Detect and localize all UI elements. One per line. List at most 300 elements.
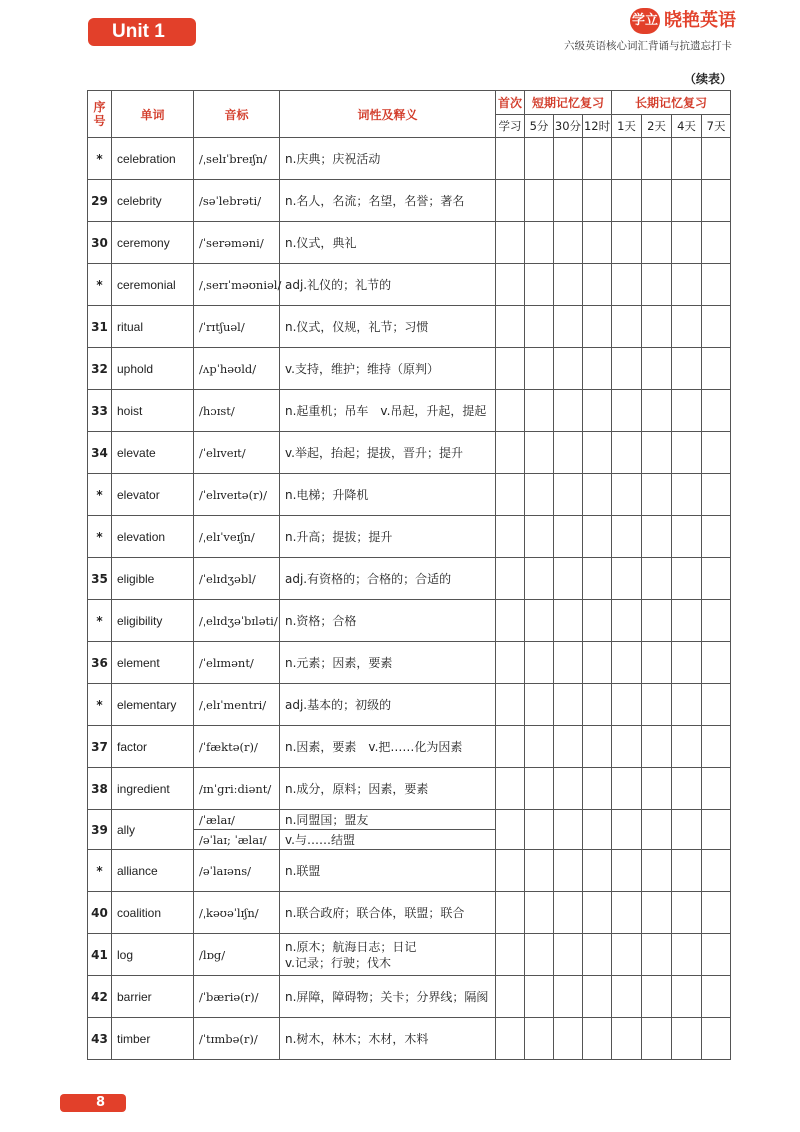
row-meaning: [280, 474, 496, 516]
review-checkbox-cell[interactable]: [642, 306, 672, 348]
row-number: *: [88, 600, 112, 642]
review-checkbox-cell[interactable]: [496, 726, 525, 768]
table-row: [88, 726, 731, 768]
review-checkbox-cell[interactable]: [642, 726, 672, 768]
review-checkbox-cell[interactable]: [612, 558, 642, 600]
review-checkbox-cell[interactable]: [612, 474, 642, 516]
row-meaning-line: v.记录；行驶；伐木: [285, 955, 391, 970]
review-checkbox-cell[interactable]: [672, 432, 702, 474]
review-checkbox-cell[interactable]: [496, 180, 525, 222]
row-phonetic: /lɒg/: [194, 934, 280, 976]
table-row: [88, 600, 731, 642]
table-row: [88, 1018, 731, 1060]
review-checkbox-cell[interactable]: [612, 348, 642, 390]
review-checkbox-cell[interactable]: [672, 138, 702, 180]
review-checkbox-cell[interactable]: [554, 558, 583, 600]
review-checkbox-cell[interactable]: [702, 850, 731, 892]
row-word: uphold: [112, 348, 194, 390]
review-checkbox-cell[interactable]: [672, 264, 702, 306]
row-meaning: [280, 264, 496, 306]
row-number: 32: [88, 348, 112, 390]
review-checkbox-cell[interactable]: [612, 976, 642, 1018]
brand-subtitle: 六级英语核心词汇背诵与抗遗忘打卡: [564, 40, 732, 52]
review-checkbox-cell[interactable]: [554, 726, 583, 768]
row-word: log: [112, 934, 194, 976]
review-checkbox-cell[interactable]: [496, 684, 525, 726]
review-checkbox-cell[interactable]: [554, 222, 583, 264]
header-short-5min: 5分: [525, 114, 554, 138]
row-number: *: [88, 264, 112, 306]
row-word: coalition: [112, 892, 194, 934]
header-seq: 序号: [88, 91, 112, 138]
review-checkbox-cell[interactable]: [583, 810, 612, 850]
review-checkbox-cell[interactable]: [496, 474, 525, 516]
row-number: *: [88, 516, 112, 558]
review-checkbox-cell[interactable]: [672, 348, 702, 390]
review-checkbox-cell[interactable]: [612, 726, 642, 768]
review-checkbox-cell[interactable]: [583, 768, 612, 810]
review-checkbox-cell[interactable]: [642, 976, 672, 1018]
review-checkbox-cell[interactable]: [672, 684, 702, 726]
review-checkbox-cell[interactable]: [554, 684, 583, 726]
review-checkbox-cell[interactable]: [525, 684, 554, 726]
review-checkbox-cell[interactable]: [525, 976, 554, 1018]
review-checkbox-cell[interactable]: [554, 810, 583, 850]
review-checkbox-cell[interactable]: [525, 892, 554, 934]
row-phonetic: /səˈlebrəti/: [194, 180, 280, 222]
row-meaning-line: n.名人，名流；名望，名誉；著名: [285, 193, 465, 208]
review-checkbox-cell[interactable]: [525, 264, 554, 306]
row-phonetic: /ˈtɪmbə(r)/: [194, 1018, 280, 1060]
review-checkbox-cell[interactable]: [583, 474, 612, 516]
header-short-12h: 12时: [583, 114, 612, 138]
review-checkbox-cell[interactable]: [583, 684, 612, 726]
review-checkbox-cell[interactable]: [642, 348, 672, 390]
row-meaning-line: n.资格；合格: [285, 613, 357, 628]
row-meaning-line: n.联合政府；联合体，联盟；联合: [285, 905, 465, 920]
review-checkbox-cell[interactable]: [525, 850, 554, 892]
review-checkbox-cell[interactable]: [554, 348, 583, 390]
row-meaning-line: n.联盟: [285, 863, 321, 878]
row-meaning: [280, 1018, 496, 1060]
row-word: eligibility: [112, 600, 194, 642]
row-word: timber: [112, 1018, 194, 1060]
review-checkbox-cell[interactable]: [525, 348, 554, 390]
table-row: [88, 180, 731, 222]
review-checkbox-cell[interactable]: [525, 1018, 554, 1060]
review-checkbox-cell[interactable]: [702, 726, 731, 768]
review-checkbox-cell[interactable]: [642, 432, 672, 474]
header-long-term: 长期记忆复习: [612, 91, 731, 115]
row-meaning-line: v.举起，抬起；提拔，晋升；提升: [285, 445, 463, 460]
review-checkbox-cell[interactable]: [583, 726, 612, 768]
review-checkbox-cell[interactable]: [583, 516, 612, 558]
review-checkbox-cell[interactable]: [583, 264, 612, 306]
review-checkbox-cell[interactable]: [672, 1018, 702, 1060]
table-row: [88, 264, 731, 306]
row-phonetic: /ˈelɪveɪt/: [194, 432, 280, 474]
review-checkbox-cell[interactable]: [525, 432, 554, 474]
review-checkbox-cell[interactable]: [702, 180, 731, 222]
review-checkbox-cell[interactable]: [702, 306, 731, 348]
review-checkbox-cell[interactable]: [554, 934, 583, 976]
review-checkbox-cell[interactable]: [642, 516, 672, 558]
review-checkbox-cell[interactable]: [672, 600, 702, 642]
review-checkbox-cell[interactable]: [583, 1018, 612, 1060]
review-checkbox-cell[interactable]: [612, 138, 642, 180]
review-checkbox-cell[interactable]: [525, 726, 554, 768]
row-meaning: [280, 934, 496, 976]
review-checkbox-cell[interactable]: [702, 1018, 731, 1060]
review-checkbox-cell[interactable]: [642, 600, 672, 642]
row-phonetic: /ˈelɪmənt/: [194, 642, 280, 684]
table-row: [88, 768, 731, 810]
review-checkbox-cell[interactable]: [642, 180, 672, 222]
review-checkbox-cell[interactable]: [496, 390, 525, 432]
header-short-30min: 30分: [554, 114, 583, 138]
review-checkbox-cell[interactable]: [554, 390, 583, 432]
review-checkbox-cell[interactable]: [642, 264, 672, 306]
table-row: [88, 642, 731, 684]
review-checkbox-cell[interactable]: [672, 180, 702, 222]
row-phonetic: /ˈbæriə(r)/: [194, 976, 280, 1018]
row-word: ally: [112, 810, 194, 850]
row-word: barrier: [112, 976, 194, 1018]
review-checkbox-cell[interactable]: [672, 726, 702, 768]
review-checkbox-cell[interactable]: [612, 390, 642, 432]
row-meaning: [280, 892, 496, 934]
review-checkbox-cell[interactable]: [554, 432, 583, 474]
table-row: [88, 684, 731, 726]
review-checkbox-cell[interactable]: [672, 642, 702, 684]
review-checkbox-cell[interactable]: [496, 642, 525, 684]
table-row: [88, 810, 731, 830]
row-phonetic: /ˌelɪdʒəˈbɪləti/: [194, 600, 280, 642]
row-word: hoist: [112, 390, 194, 432]
table-row: [88, 432, 731, 474]
row-phonetic: /ˌelɪˈmentri/: [194, 684, 280, 726]
row-phonetic: /ˌkəʊəˈlɪʃn/: [194, 892, 280, 934]
review-checkbox-cell[interactable]: [702, 222, 731, 264]
review-checkbox-cell[interactable]: [583, 600, 612, 642]
review-checkbox-cell[interactable]: [525, 600, 554, 642]
brand-logo-icon: 学立: [630, 8, 660, 34]
review-checkbox-cell[interactable]: [702, 892, 731, 934]
review-checkbox-cell[interactable]: [496, 306, 525, 348]
review-checkbox-cell[interactable]: [612, 600, 642, 642]
review-checkbox-cell[interactable]: [525, 390, 554, 432]
review-checkbox-cell[interactable]: [583, 934, 612, 976]
row-word: ceremony: [112, 222, 194, 264]
review-checkbox-cell[interactable]: [642, 892, 672, 934]
review-checkbox-cell[interactable]: [525, 180, 554, 222]
row-phonetic: /ˌserɪˈməʊniəl/: [194, 264, 280, 306]
table-row: [88, 892, 731, 934]
review-checkbox-cell[interactable]: [642, 810, 672, 850]
row-meaning-line: n.庆典；庆祝活动: [285, 151, 381, 166]
row-phonetic: /ˈrɪtʃuəl/: [194, 306, 280, 348]
review-checkbox-cell[interactable]: [642, 1018, 672, 1060]
review-checkbox-cell[interactable]: [554, 180, 583, 222]
header-long-2d: 2天: [642, 114, 672, 138]
review-checkbox-cell[interactable]: [554, 138, 583, 180]
row-word: element: [112, 642, 194, 684]
header-meaning: 词性及释义: [280, 91, 496, 138]
row-meaning: [280, 850, 496, 892]
page-number-bar: [60, 1094, 126, 1112]
review-checkbox-cell[interactable]: [642, 850, 672, 892]
row-number: *: [88, 684, 112, 726]
row-number: 35: [88, 558, 112, 600]
review-checkbox-cell[interactable]: [554, 306, 583, 348]
review-checkbox-cell[interactable]: [612, 222, 642, 264]
review-checkbox-cell[interactable]: [583, 642, 612, 684]
row-meaning-line: v.支持，维护；维持（原判）: [285, 361, 439, 376]
row-meaning: [280, 726, 496, 768]
row-meaning: [280, 558, 496, 600]
review-checkbox-cell[interactable]: [612, 892, 642, 934]
review-checkbox-cell[interactable]: [496, 600, 525, 642]
review-checkbox-cell[interactable]: [554, 474, 583, 516]
row-number: 39: [88, 810, 112, 850]
review-checkbox-cell[interactable]: [642, 222, 672, 264]
review-checkbox-cell[interactable]: [612, 432, 642, 474]
review-checkbox-cell[interactable]: [702, 138, 731, 180]
row-meaning-line: n.成分，原料；因素，要素: [285, 781, 429, 796]
header-long-7d: 7天: [702, 114, 731, 138]
review-checkbox-cell[interactable]: [525, 934, 554, 976]
row-meaning: [280, 642, 496, 684]
row-meaning-line: n.仪式，仪规，礼节；习惯: [285, 319, 429, 334]
table-row: [88, 474, 731, 516]
review-checkbox-cell[interactable]: [554, 516, 583, 558]
row-number: 43: [88, 1018, 112, 1060]
row-meaning-line: n.屏障，障碍物；关卡；分界线；隔阂: [285, 989, 489, 1004]
review-checkbox-cell[interactable]: [672, 892, 702, 934]
review-checkbox-cell[interactable]: [525, 642, 554, 684]
row-meaning: n.同盟国；盟友: [280, 810, 496, 830]
review-checkbox-cell[interactable]: [583, 306, 612, 348]
review-checkbox-cell[interactable]: [702, 432, 731, 474]
review-checkbox-cell[interactable]: [554, 264, 583, 306]
review-checkbox-cell[interactable]: [496, 934, 525, 976]
review-checkbox-cell[interactable]: [702, 600, 731, 642]
table-row: [88, 558, 731, 600]
review-checkbox-cell[interactable]: [583, 348, 612, 390]
review-checkbox-cell[interactable]: [496, 138, 525, 180]
review-checkbox-cell[interactable]: [554, 892, 583, 934]
header-first: 首次: [496, 91, 525, 115]
review-checkbox-cell[interactable]: [525, 516, 554, 558]
review-checkbox-cell[interactable]: [672, 810, 702, 850]
row-word: ritual: [112, 306, 194, 348]
review-checkbox-cell[interactable]: [496, 264, 525, 306]
row-meaning: [280, 390, 496, 432]
review-checkbox-cell[interactable]: [583, 976, 612, 1018]
table-row: [88, 348, 731, 390]
review-checkbox-cell[interactable]: [642, 934, 672, 976]
row-word: celebration: [112, 138, 194, 180]
review-checkbox-cell[interactable]: [672, 306, 702, 348]
review-checkbox-cell[interactable]: [525, 306, 554, 348]
review-checkbox-cell[interactable]: [612, 642, 642, 684]
review-checkbox-cell[interactable]: [525, 558, 554, 600]
review-checkbox-cell[interactable]: [525, 222, 554, 264]
review-checkbox-cell[interactable]: [583, 222, 612, 264]
review-checkbox-cell[interactable]: [612, 850, 642, 892]
review-checkbox-cell[interactable]: [583, 558, 612, 600]
row-phonetic: /ɪnˈgriːdiənt/: [194, 768, 280, 810]
review-checkbox-cell[interactable]: [642, 138, 672, 180]
review-checkbox-cell[interactable]: [554, 600, 583, 642]
row-meaning-line: n.起重机；吊车 v.吊起，升起，提起: [285, 403, 487, 418]
review-checkbox-cell[interactable]: [525, 810, 554, 850]
row-number: 31: [88, 306, 112, 348]
table-row: [88, 390, 731, 432]
review-checkbox-cell[interactable]: [672, 222, 702, 264]
row-phonetic: /ˌselɪˈbreɪʃn/: [194, 138, 280, 180]
review-checkbox-cell[interactable]: [496, 810, 525, 850]
row-meaning: [280, 976, 496, 1018]
review-checkbox-cell[interactable]: [612, 264, 642, 306]
review-checkbox-cell[interactable]: [702, 642, 731, 684]
review-checkbox-cell[interactable]: [672, 768, 702, 810]
review-checkbox-cell[interactable]: [702, 474, 731, 516]
review-checkbox-cell[interactable]: [702, 768, 731, 810]
review-checkbox-cell[interactable]: [496, 348, 525, 390]
review-checkbox-cell[interactable]: [612, 684, 642, 726]
review-checkbox-cell[interactable]: [496, 222, 525, 264]
review-checkbox-cell[interactable]: [496, 516, 525, 558]
review-checkbox-cell[interactable]: [612, 180, 642, 222]
review-checkbox-cell[interactable]: [583, 850, 612, 892]
review-checkbox-cell[interactable]: [496, 1018, 525, 1060]
row-word: ingredient: [112, 768, 194, 810]
review-checkbox-cell[interactable]: [496, 558, 525, 600]
page-number: 8: [96, 1095, 106, 1110]
review-checkbox-cell[interactable]: [583, 180, 612, 222]
review-checkbox-cell[interactable]: [672, 976, 702, 1018]
review-checkbox-cell[interactable]: [525, 768, 554, 810]
row-meaning: [280, 306, 496, 348]
review-checkbox-cell[interactable]: [583, 138, 612, 180]
review-checkbox-cell[interactable]: [642, 684, 672, 726]
review-checkbox-cell[interactable]: [702, 558, 731, 600]
review-checkbox-cell[interactable]: [525, 138, 554, 180]
review-checkbox-cell[interactable]: [496, 432, 525, 474]
row-number: 37: [88, 726, 112, 768]
header-first-sub: 学习: [496, 114, 525, 138]
header-phonetic: 音标: [194, 91, 280, 138]
row-number: 34: [88, 432, 112, 474]
review-checkbox-cell[interactable]: [702, 976, 731, 1018]
row-phonetic: /ˈfæktə(r)/: [194, 726, 280, 768]
review-checkbox-cell[interactable]: [702, 934, 731, 976]
row-meaning: [280, 600, 496, 642]
review-checkbox-cell[interactable]: [554, 642, 583, 684]
review-checkbox-cell[interactable]: [612, 934, 642, 976]
review-checkbox-cell[interactable]: [554, 850, 583, 892]
row-meaning-line: n.元素；因素，要素: [285, 655, 393, 670]
review-checkbox-cell[interactable]: [642, 768, 672, 810]
row-number: 40: [88, 892, 112, 934]
review-checkbox-cell[interactable]: [583, 892, 612, 934]
review-checkbox-cell[interactable]: [583, 432, 612, 474]
review-checkbox-cell[interactable]: [702, 516, 731, 558]
review-checkbox-cell[interactable]: [554, 976, 583, 1018]
review-checkbox-cell[interactable]: [554, 768, 583, 810]
row-meaning: [280, 222, 496, 264]
review-checkbox-cell[interactable]: [496, 976, 525, 1018]
review-checkbox-cell[interactable]: [672, 558, 702, 600]
review-checkbox-cell[interactable]: [612, 516, 642, 558]
row-number: 41: [88, 934, 112, 976]
header-long-4d: 4天: [672, 114, 702, 138]
header-word: 单词: [112, 91, 194, 138]
review-checkbox-cell[interactable]: [702, 684, 731, 726]
row-word: elevator: [112, 474, 194, 516]
review-checkbox-cell[interactable]: [612, 768, 642, 810]
row-meaning-line: adj.有资格的；合格的；合适的: [285, 571, 452, 586]
review-checkbox-cell[interactable]: [642, 390, 672, 432]
review-checkbox-cell[interactable]: [672, 516, 702, 558]
review-checkbox-cell[interactable]: [642, 558, 672, 600]
review-checkbox-cell[interactable]: [496, 850, 525, 892]
row-phonetic: /ˈserəməni/: [194, 222, 280, 264]
row-phonetic: /ˈælaɪ/: [194, 810, 280, 830]
review-checkbox-cell[interactable]: [702, 264, 731, 306]
review-checkbox-cell[interactable]: [672, 474, 702, 516]
row-meaning-line: adj.礼仪的；礼节的: [285, 277, 392, 292]
row-meaning: [280, 180, 496, 222]
row-meaning-line: n.原木；航海日志；日记: [285, 939, 417, 954]
table-row: [88, 222, 731, 264]
row-phonetic: /hɔɪst/: [194, 390, 280, 432]
row-meaning-line: n.树木，林木；木材，木料: [285, 1031, 429, 1046]
review-checkbox-cell[interactable]: [702, 810, 731, 850]
row-phonetic: /ˌelɪˈveɪʃn/: [194, 516, 280, 558]
review-checkbox-cell[interactable]: [496, 892, 525, 934]
row-word: eligible: [112, 558, 194, 600]
review-checkbox-cell[interactable]: [612, 810, 642, 850]
review-checkbox-cell[interactable]: [525, 474, 554, 516]
row-number: 38: [88, 768, 112, 810]
review-checkbox-cell[interactable]: [672, 850, 702, 892]
row-meaning: [280, 684, 496, 726]
review-checkbox-cell[interactable]: [672, 934, 702, 976]
row-number: 42: [88, 976, 112, 1018]
review-checkbox-cell[interactable]: [554, 1018, 583, 1060]
review-checkbox-cell[interactable]: [702, 390, 731, 432]
brand: [630, 8, 736, 36]
review-checkbox-cell[interactable]: [642, 474, 672, 516]
review-checkbox-cell[interactable]: [496, 768, 525, 810]
review-checkbox-cell[interactable]: [672, 390, 702, 432]
row-word: ceremonial: [112, 264, 194, 306]
row-meaning-line: adj.基本的；初级的: [285, 697, 392, 712]
review-checkbox-cell[interactable]: [612, 1018, 642, 1060]
row-meaning: [280, 348, 496, 390]
vocabulary-table: [87, 90, 731, 1060]
review-checkbox-cell[interactable]: [702, 348, 731, 390]
review-checkbox-cell[interactable]: [642, 642, 672, 684]
row-number: 33: [88, 390, 112, 432]
header-short-term: 短期记忆复习: [525, 91, 612, 115]
unit-label: Unit 1: [88, 18, 196, 46]
review-checkbox-cell[interactable]: [583, 390, 612, 432]
review-checkbox-cell[interactable]: [612, 306, 642, 348]
row-meaning-line: n.升高；提拔；提升: [285, 529, 393, 544]
